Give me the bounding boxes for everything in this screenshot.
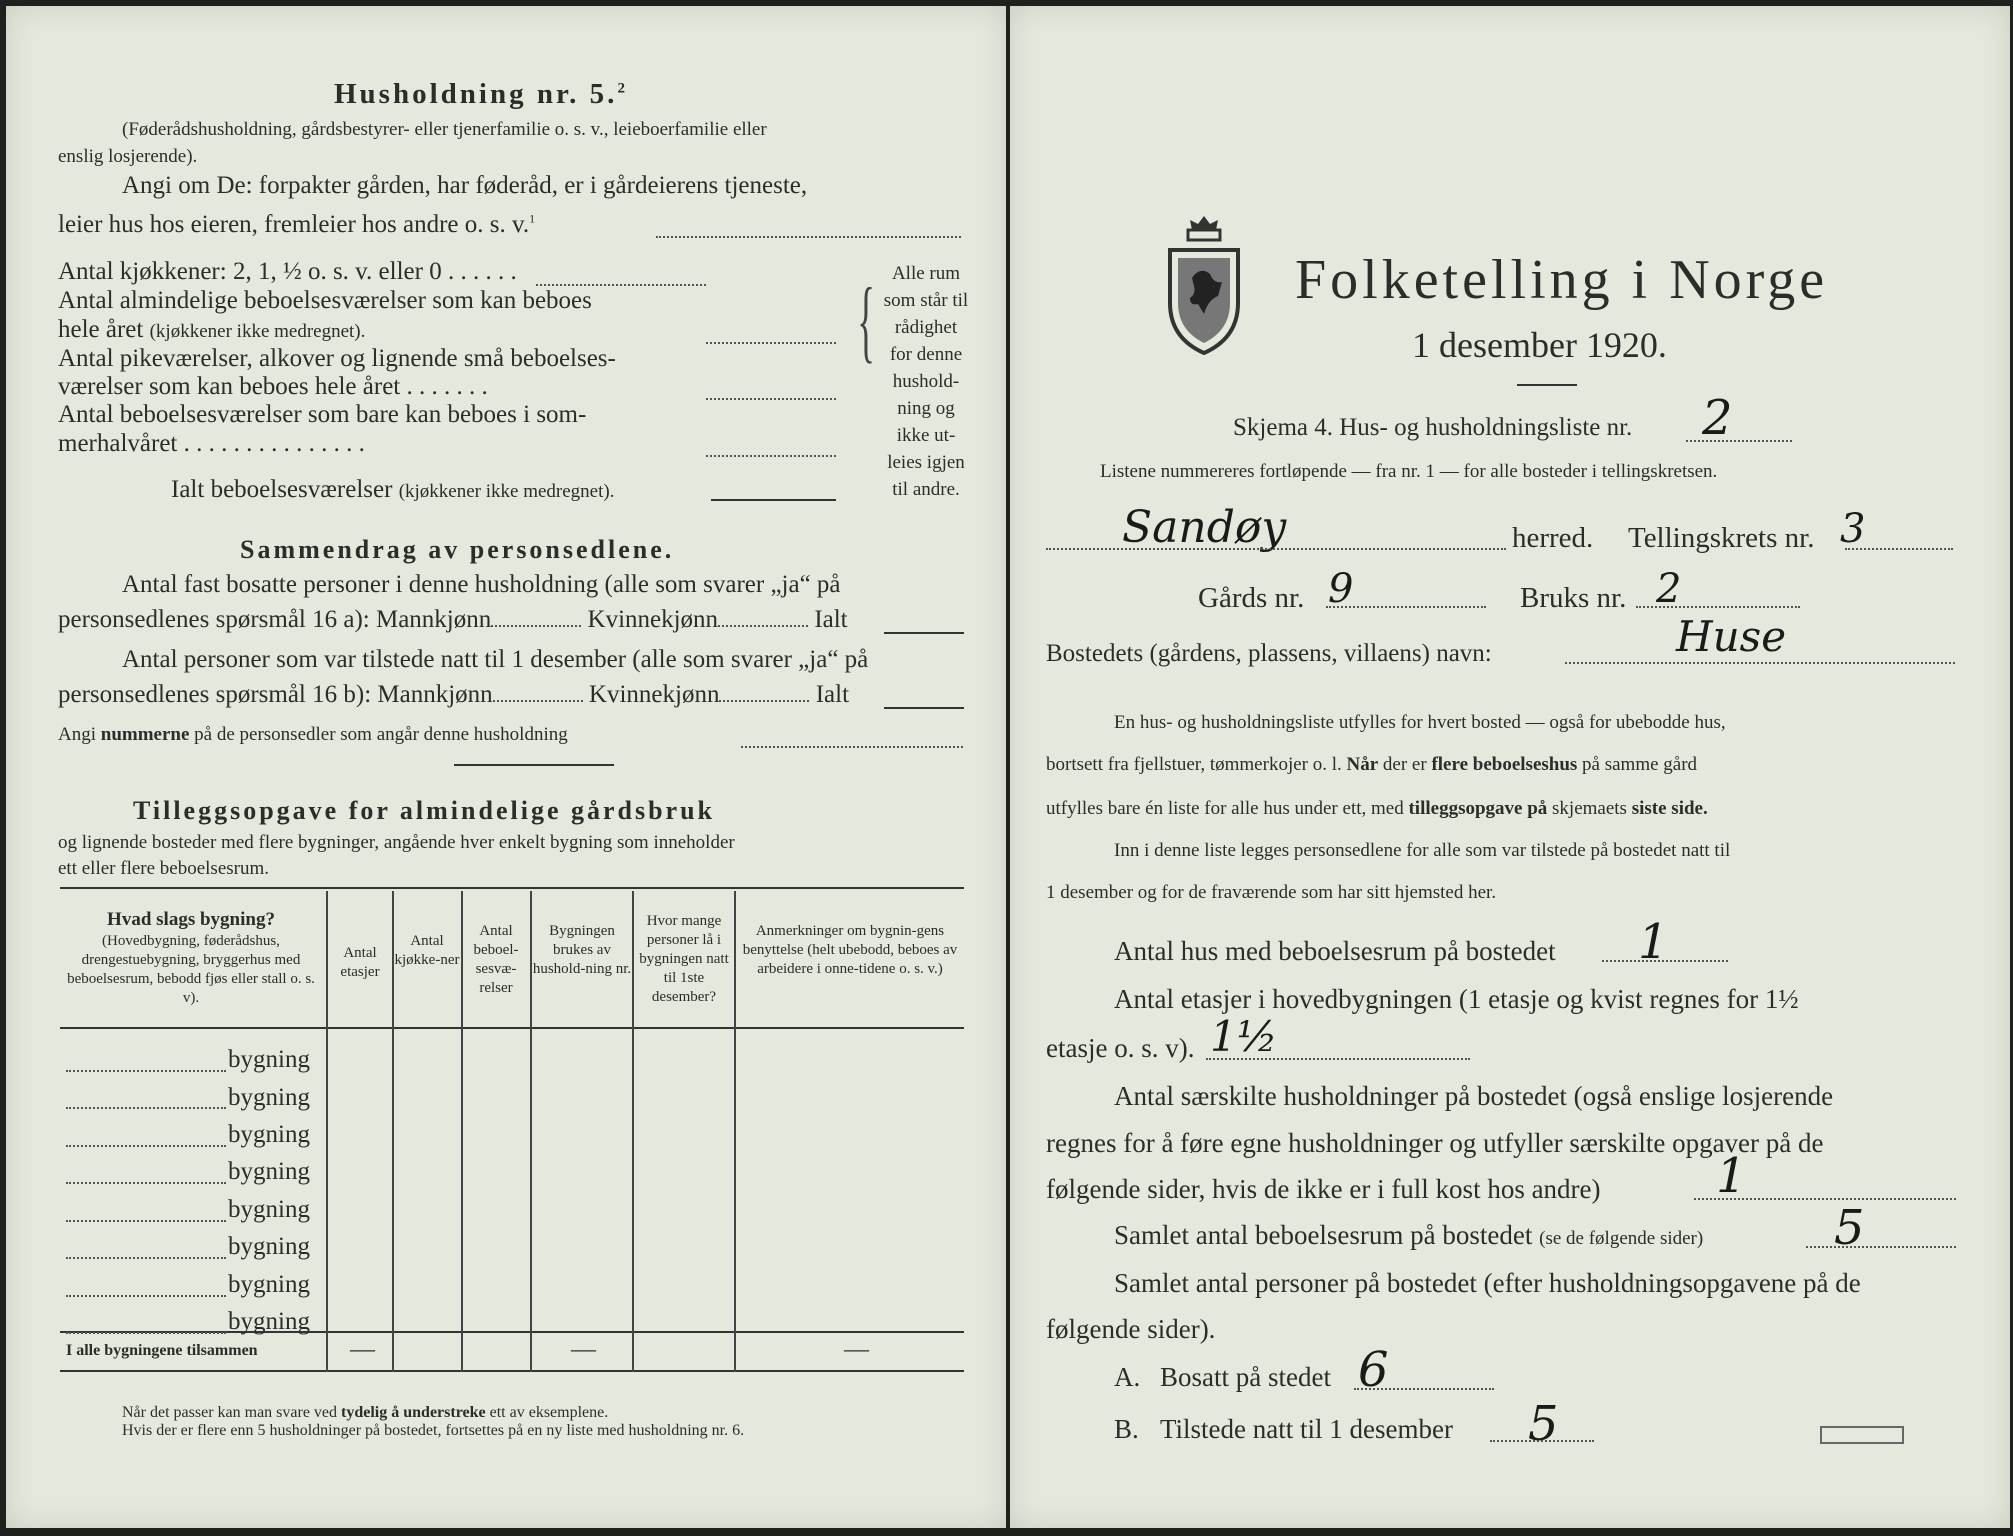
gards-label: Gårds nr. [1198, 582, 1305, 614]
summary-line-3: Antal personer som var tilstede natt til 1 desember (alle som svarer „ja“ på [122, 646, 869, 673]
maid-rooms-label-2: værelser som kan beboes hele året . . . . . . . [58, 373, 488, 400]
table-row: bygning [228, 1084, 310, 1111]
table-row: bygning [228, 1308, 310, 1335]
bruks-label: Bruks nr. [1520, 582, 1627, 614]
coat-of-arms-icon [1162, 208, 1246, 363]
separate-households-3: følgende sider, hvis de ikke er i full kost hos andre) [1046, 1174, 1601, 1204]
rooms-label-1: Antal almindelige beboelsesværelser som kan beboes [58, 287, 592, 314]
bosted-label: Bostedets (gårdens, plassens, villaens) navn: [1046, 640, 1492, 667]
instructions-1: En hus- og husholdningsliste utfylles for hvert bosted — også for ubebodde hus, [1114, 712, 1726, 733]
instructions-5: 1 desember og for de fraværende som har sitt hjemsted her. [1046, 882, 1497, 903]
census-date: 1 desember 1920. [1412, 325, 1667, 365]
summary-line-1: Antal fast bosatte personer i denne husholdning (alle som svarer „ja“ på [122, 571, 841, 598]
printer-stamp-icon [1820, 1426, 1904, 1444]
summary-title: Sammendrag av personsedlene. [240, 535, 675, 564]
angi-numbers-label: Angi nummerne på de personsedler som angår denne husholdning [58, 724, 568, 745]
household-subtitle: (Føderådshusholdning, gårdsbestyrer- eller tjenerfamilie o. s. v., leieboerfamilie eller [122, 119, 767, 140]
total-rooms-label: Ialt beboelsesværelser (kjøkkener ikke medregnet). [171, 476, 615, 503]
total-rooms-label-right: Samlet antal beboelsesrum på bostedet (se de følgende sider) [1114, 1220, 1704, 1250]
col-header-etasjer: Antal etasjer [340, 945, 380, 980]
table-row: bygning [228, 1196, 310, 1223]
summer-rooms-field[interactable] [706, 455, 836, 457]
houses-label: Antal hus med beboelsesrum på bostedet [1114, 936, 1556, 966]
rooms-field[interactable] [706, 342, 836, 344]
table-row: bygning [228, 1158, 310, 1185]
left-page [6, 6, 1006, 1528]
maid-rooms-label-1: Antal pikeværelser, alkover og lignende små beboelses- [58, 345, 616, 372]
angi-numbers-field[interactable] [741, 746, 963, 748]
total-dash: — [571, 1336, 596, 1363]
tellingskrets-label: Tellingskrets nr. [1628, 522, 1815, 554]
summer-rooms-label-1: Antal beboelsesværelser som bare kan beboes i som- [58, 401, 587, 428]
brace-icon: { [857, 269, 875, 371]
table-row: bygning [228, 1233, 310, 1260]
instructions-2: bortsett fra fjellstuer, tømmerkojer o. l. Når der er flere beboelseshus på samme gård [1046, 754, 1698, 775]
kitchens-field[interactable] [536, 284, 706, 286]
col-header-personer: Hvor mange personer lå i bygningen natt til 1ste desember? [639, 913, 729, 1005]
rooms-label-2: hele året (kjøkkener ikke medregnet). [58, 316, 366, 343]
schema-label: Skjema 4. Hus- og husholdningsliste nr. [1233, 414, 1633, 441]
table-row: bygning [228, 1271, 310, 1298]
resident-label: Bosatt på stedet [1160, 1362, 1331, 1392]
present-value[interactable]: 5 [1528, 1396, 1559, 1452]
bosted-value[interactable]: Huse [1676, 612, 1787, 661]
total-rooms-field[interactable] [711, 499, 836, 501]
summary-line-4: personsedlenes spørsmål 16 b): Mannkjønn Kvinnekjønn Ialt [58, 681, 850, 708]
right-page [1010, 6, 2010, 1528]
col-header-anmerkninger: Anmerkninger om bygnin-gens benyttelse (helt ubebodd, beboes av arbeidere i onne-tidene o. s. v.) [742, 923, 958, 977]
footnote-2: Hvis der er flere enn 5 husholdninger på bostedet, fortsettes på en ny liste med husholdning nr. 6. [122, 1422, 745, 1439]
total-dash: — [844, 1336, 869, 1363]
household-title: Husholdning nr. 5.$^2$ [334, 78, 628, 110]
separate-households-1: Antal særskilte husholdninger på bostedet (også enslige losjerende [1114, 1081, 1834, 1111]
floors-label-2: etasje o. s. v). [1046, 1033, 1195, 1063]
kitchens-label: Antal kjøkkener: 2, 1, ½ o. s. v. eller 0 . . . . . . [58, 258, 517, 285]
col-header-brukes: Bygningen brukes av hushold-ning nr. [532, 923, 632, 977]
tillegg-line-1: og lignende bosteder med flere bygninger, angående hver enkelt bygning som inneholder [58, 832, 735, 853]
angi-line-1: Angi om De: forpakter gården, har føderåd, er i gårdeierens tjeneste, [122, 172, 808, 199]
total-rooms-value[interactable]: 5 [1834, 1200, 1865, 1256]
instructions-3: utfylles bare én liste for alle hus under ett, med tilleggsopgave på skjemaets siste side. [1046, 798, 1708, 819]
col-header-kjokkener: Antal kjøkke-ner [394, 933, 460, 968]
herred-label: herred. [1512, 522, 1594, 554]
tillegg-title: Tilleggsopgave for almindelige gårdsbruk [133, 796, 716, 825]
separate-households-value[interactable]: 1 [1716, 1148, 1747, 1204]
list-number-value[interactable]: 2 [1702, 390, 1733, 446]
census-title: Folketelling i Norge [1295, 249, 1829, 311]
listene-note: Listene nummereres fortløpende — fra nr. 1 — for alle bosteder i tellingskretsen. [1100, 461, 1718, 482]
bruks-value[interactable]: 2 [1656, 566, 1682, 612]
separate-households-2: regnes for å føre egne husholdninger og utfyller særskilte opgaver på de [1046, 1128, 1824, 1158]
table-row: bygning [228, 1046, 310, 1073]
side-note: Alle rum som står til rådighet for denne hushold- ning og ikke ut- leies igjen til andre. [883, 263, 969, 500]
instructions-4: Inn i denne liste legges personsedlene for alle som var tilstede på bostedet natt til [1114, 840, 1731, 861]
herred-value[interactable]: Sandøy [1122, 502, 1287, 553]
tillegg-line-2: ett eller flere beboelsesrum. [58, 858, 270, 879]
resident-label-a: A. [1114, 1362, 1141, 1392]
floors-label-1: Antal etasjer i hovedbygningen (1 etasje og kvist regnes for 1½ [1114, 984, 1799, 1014]
summary-line-2: personsedlenes spørsmål 16 a): Mannkjønn Kvinnekjønn Ialt [58, 606, 848, 633]
present-label: Tilstede natt til 1 desember [1160, 1414, 1453, 1444]
table-row: bygning [228, 1121, 310, 1148]
summer-rooms-label-2: merhalvåret . . . . . . . . . . . . . . . [58, 430, 365, 457]
footnote-1: Når det passer kan man svare ved tydelig å understreke ett av eksemplene. [122, 1404, 609, 1421]
resident-value[interactable]: 6 [1358, 1342, 1389, 1398]
col-header-vaerelser: Antal beboel-sesvæ-relser [473, 923, 519, 996]
title-rule [1517, 384, 1577, 386]
col-header-bygning: Hvad slags bygning? (Hovedbygning, føderådshus, drengestuebygning, bryggerhus med beboelsesrum, bebodd fjøs eller stall o. s. v). [67, 909, 315, 1006]
present-label-b: B. [1114, 1414, 1139, 1444]
houses-value[interactable]: 1 [1638, 914, 1669, 970]
angi-answer-field[interactable] [656, 236, 961, 238]
total-persons-2: følgende sider). [1046, 1314, 1216, 1344]
household-subtitle-2: enslig losjerende). [58, 146, 198, 167]
total-persons-1: Samlet antal personer på bostedet (efter husholdningsopgavene på de [1114, 1268, 1861, 1298]
divider-rule [454, 764, 614, 766]
total-row-label: I alle bygningene tilsammen [66, 1342, 258, 1359]
total-dash: — [350, 1336, 375, 1363]
maid-rooms-field[interactable] [706, 398, 836, 400]
summary-total-16a[interactable] [884, 632, 964, 634]
summary-total-16b[interactable] [884, 707, 964, 709]
floors-value[interactable]: 1½ [1210, 1012, 1278, 1061]
tellingskrets-value[interactable]: 3 [1840, 506, 1866, 552]
angi-line-2: leier hus hos eieren, fremleier hos andre o. s. v.$^1$ [58, 211, 536, 238]
gards-value[interactable]: 9 [1328, 566, 1354, 612]
